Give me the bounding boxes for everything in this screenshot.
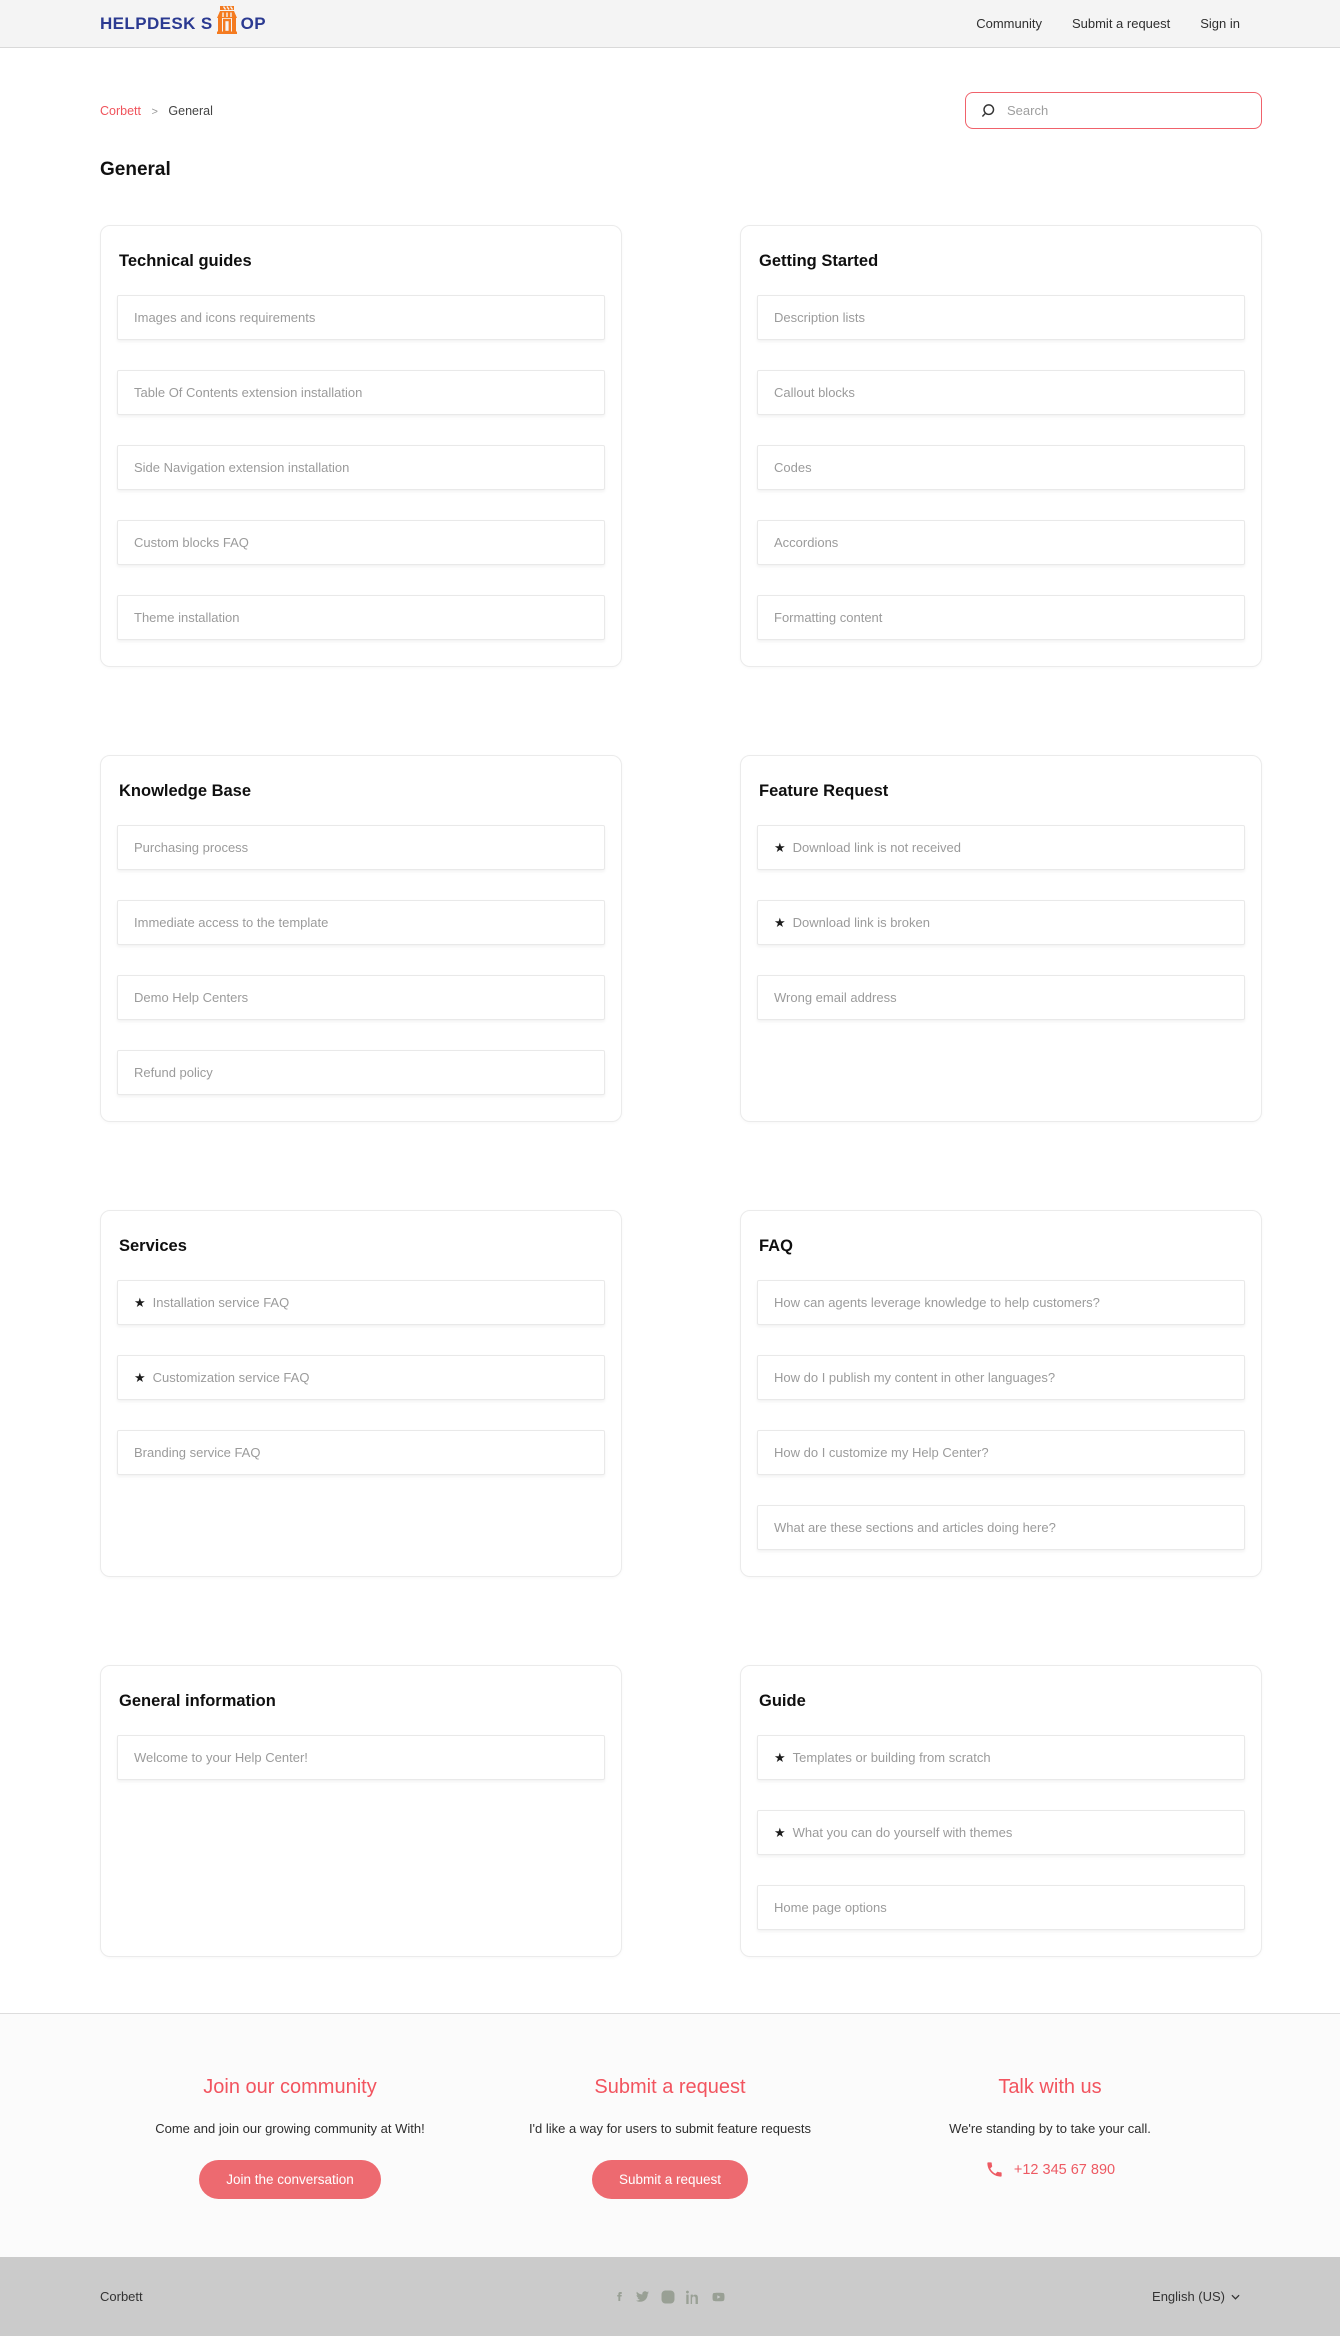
article-title: Branding service FAQ bbox=[134, 1445, 261, 1460]
category-card bbox=[100, 1210, 622, 1577]
article-title: Table Of Contents extension installation bbox=[134, 385, 363, 400]
footer-request-column bbox=[480, 2076, 860, 2199]
article-link[interactable] bbox=[757, 900, 1245, 945]
search-input[interactable] bbox=[1005, 102, 1248, 119]
sections-grid bbox=[100, 225, 1262, 1957]
page-title: General bbox=[100, 159, 171, 180]
footer-community-column bbox=[100, 2076, 480, 2199]
article-link[interactable] bbox=[757, 1505, 1245, 1550]
article-title: Download link is broken bbox=[792, 915, 930, 930]
article-title: Wrong email address bbox=[774, 990, 897, 1005]
promoted-star-icon: ★ bbox=[774, 1825, 786, 1840]
article-title: Formatting content bbox=[774, 610, 883, 625]
nav-sign-in[interactable]: Sign in bbox=[1200, 16, 1240, 31]
main-content bbox=[0, 92, 1340, 1957]
submit-request-button[interactable]: Submit a request bbox=[592, 2160, 748, 2199]
phone-icon bbox=[985, 2160, 1004, 2179]
article-title: Side Navigation extension installation bbox=[134, 460, 350, 475]
promoted-star-icon: ★ bbox=[774, 915, 786, 930]
twitter-icon[interactable] bbox=[635, 2290, 650, 2303]
article-link[interactable] bbox=[757, 595, 1245, 640]
nav-community[interactable]: Community bbox=[976, 16, 1042, 31]
article-title: Download link is not received bbox=[792, 840, 962, 855]
bottom-bar bbox=[0, 2257, 1340, 2336]
instagram-icon[interactable] bbox=[661, 2290, 675, 2304]
article-link[interactable] bbox=[117, 900, 605, 945]
breadcrumb-home-link[interactable]: Corbett bbox=[100, 103, 141, 118]
article-title: Accordions bbox=[774, 535, 839, 550]
category-title: Knowledge Base bbox=[119, 782, 252, 800]
article-link[interactable] bbox=[117, 1355, 605, 1400]
article-title: Templates or building from scratch bbox=[792, 1750, 991, 1765]
join-conversation-button[interactable]: Join the conversation bbox=[199, 2160, 381, 2199]
article-link[interactable] bbox=[117, 825, 605, 870]
article-link[interactable] bbox=[757, 1280, 1245, 1325]
article-title: Custom blocks FAQ bbox=[134, 535, 249, 550]
article-link[interactable] bbox=[117, 1430, 605, 1475]
article-link[interactable] bbox=[757, 1885, 1245, 1930]
article-title: How do I publish my content in other languages? bbox=[774, 1370, 1056, 1385]
article-link[interactable] bbox=[117, 595, 605, 640]
footer-talk-title: Talk with us bbox=[998, 2076, 1102, 2098]
article-link[interactable] bbox=[757, 825, 1245, 870]
header bbox=[0, 0, 1340, 48]
article-link[interactable] bbox=[117, 370, 605, 415]
article-link[interactable] bbox=[757, 295, 1245, 340]
category-title: FAQ bbox=[759, 1237, 793, 1255]
article-title: Codes bbox=[774, 460, 812, 475]
footer-talk-text: We're standing by to take your call. bbox=[949, 2121, 1151, 2136]
category-title: General information bbox=[119, 1692, 276, 1710]
language-selector[interactable] bbox=[1020, 2289, 1240, 2304]
article-title: Home page options bbox=[774, 1900, 887, 1915]
nav-submit-request[interactable]: Submit a request bbox=[1071, 16, 1171, 31]
article-link[interactable] bbox=[117, 520, 605, 565]
article-link[interactable] bbox=[757, 1430, 1245, 1475]
category-title: Technical guides bbox=[119, 252, 252, 270]
category-title: Getting Started bbox=[759, 252, 879, 270]
category-card bbox=[740, 1665, 1262, 1957]
promoted-star-icon: ★ bbox=[134, 1295, 146, 1310]
article-link[interactable] bbox=[117, 1050, 605, 1095]
article-link[interactable] bbox=[757, 520, 1245, 565]
article-title: Theme installation bbox=[134, 610, 240, 625]
category-card bbox=[740, 1210, 1262, 1577]
article-link[interactable] bbox=[757, 1735, 1245, 1780]
article-title: Demo Help Centers bbox=[134, 990, 249, 1005]
search-icon bbox=[979, 102, 996, 119]
social-links bbox=[320, 2289, 1020, 2304]
linkedin-icon[interactable] bbox=[686, 2290, 700, 2304]
article-title: Callout blocks bbox=[774, 385, 855, 400]
phone-link[interactable] bbox=[860, 2160, 1240, 2179]
topbar bbox=[100, 92, 1262, 129]
article-title: Purchasing process bbox=[134, 840, 249, 855]
footer-community-text: Come and join our growing community at With! bbox=[155, 2121, 425, 2136]
facebook-icon[interactable] bbox=[615, 2289, 624, 2304]
article-title: How can agents leverage knowledge to help customers? bbox=[774, 1295, 1100, 1310]
article-title: What are these sections and articles doing here? bbox=[774, 1520, 1056, 1535]
category-title: Feature Request bbox=[759, 782, 889, 800]
article-link[interactable] bbox=[757, 445, 1245, 490]
breadcrumb-current: General bbox=[168, 103, 213, 118]
category-card bbox=[100, 755, 622, 1122]
article-title: Customization service FAQ bbox=[152, 1370, 310, 1385]
site-name: Corbett bbox=[100, 2289, 143, 2304]
logo[interactable] bbox=[100, 7, 266, 40]
chevron-down-icon bbox=[1231, 2294, 1240, 2300]
article-title: Installation service FAQ bbox=[152, 1295, 290, 1310]
category-title: Guide bbox=[759, 1692, 806, 1710]
promoted-star-icon: ★ bbox=[774, 840, 786, 855]
footer-request-text: I'd like a way for users to submit feature requests bbox=[528, 2121, 812, 2136]
article-link[interactable] bbox=[117, 975, 605, 1020]
category-card bbox=[740, 225, 1262, 667]
footer-community-title: Join our community bbox=[203, 2076, 377, 2098]
youtube-icon[interactable] bbox=[711, 2291, 726, 2303]
article-title: Description lists bbox=[774, 310, 866, 325]
article-title: Images and icons requirements bbox=[134, 310, 316, 325]
header-nav bbox=[976, 16, 1240, 31]
article-link[interactable] bbox=[117, 1735, 605, 1780]
storefront-icon bbox=[213, 7, 241, 40]
footer-talk-column bbox=[860, 2076, 1240, 2199]
article-link[interactable] bbox=[117, 1280, 605, 1325]
logo-text-left: HELPDESK S bbox=[100, 13, 213, 33]
article-title: Welcome to your Help Center! bbox=[134, 1750, 308, 1765]
logo-text-right: OP bbox=[240, 13, 267, 33]
article-link[interactable] bbox=[117, 445, 605, 490]
breadcrumb bbox=[100, 104, 213, 118]
article-link[interactable] bbox=[757, 1355, 1245, 1400]
promoted-star-icon: ★ bbox=[774, 1750, 786, 1765]
category-card bbox=[100, 1665, 622, 1957]
breadcrumb-separator: > bbox=[151, 105, 158, 118]
article-link[interactable] bbox=[757, 1810, 1245, 1855]
article-title: What you can do yourself with themes bbox=[792, 1825, 1013, 1840]
article-link[interactable] bbox=[117, 295, 605, 340]
footer-request-title: Submit a request bbox=[594, 2076, 746, 2098]
phone-number: +12 345 67 890 bbox=[1013, 2161, 1116, 2178]
language-label: English (US) bbox=[1152, 2289, 1225, 2304]
article-title: Immediate access to the template bbox=[134, 915, 329, 930]
article-title: Refund policy bbox=[134, 1065, 213, 1080]
promoted-star-icon: ★ bbox=[134, 1370, 146, 1385]
article-title: How do I customize my Help Center? bbox=[774, 1445, 989, 1460]
article-link[interactable] bbox=[757, 975, 1245, 1020]
search-box[interactable] bbox=[965, 92, 1262, 129]
category-title: Services bbox=[119, 1237, 187, 1255]
category-card bbox=[100, 225, 622, 667]
footer bbox=[0, 2013, 1340, 2257]
article-link[interactable] bbox=[757, 370, 1245, 415]
category-card bbox=[740, 755, 1262, 1122]
